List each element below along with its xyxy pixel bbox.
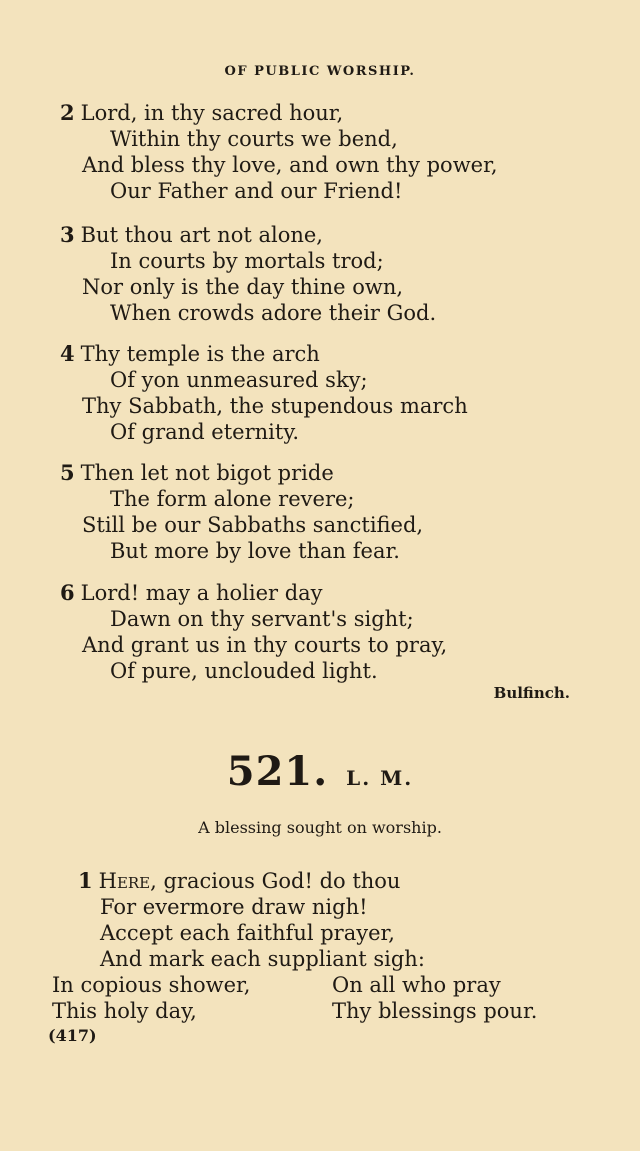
stanza-line: Dawn on thy servant's sight;: [110, 607, 414, 631]
stanza-line: But more by love than fear.: [110, 539, 400, 563]
stanza-line: Within thy courts we bend,: [110, 127, 398, 151]
stanza-line: The form alone revere;: [110, 487, 355, 511]
stanza-4: [60, 341, 600, 445]
left-column-line: In copious shower,: [52, 973, 251, 997]
stanza-line: Of pure, unclouded light.: [110, 659, 378, 683]
stanza-2: [60, 100, 600, 204]
stanza-line: And grant us in thy courts to pray,: [82, 633, 448, 657]
stanza-line: For evermore draw nigh!: [100, 895, 368, 919]
right-column-line: On all who pray: [332, 973, 501, 997]
hymn-subtitle: A blessing sought on worship.: [198, 818, 442, 837]
stanza-line: Accept each faithful prayer,: [100, 921, 395, 945]
stanza-line: But thou art not alone,: [80, 223, 323, 247]
right-column-line: Thy blessings pour.: [332, 999, 538, 1023]
stanza-5: [60, 460, 600, 564]
hymn-number: 521.: [226, 748, 329, 795]
stanza-line: Lord! may a holier day: [80, 581, 323, 605]
stanza-number: 3: [60, 222, 75, 247]
stanza-line: Of yon unmeasured sky;: [110, 368, 368, 392]
left-column-line: This holy day,: [52, 999, 197, 1023]
two-column-lines: [52, 972, 572, 1024]
stanza-line: Our Father and our Friend!: [110, 179, 403, 203]
hymn-heading: [0, 748, 640, 795]
stanza-line: Thy Sabbath, the stupendous march: [82, 394, 468, 418]
stanza-line: Lord, in thy sacred hour,: [80, 101, 344, 125]
stanza-line: And bless thy love, and own thy power,: [82, 153, 498, 177]
stanza-line: And mark each suppliant sigh:: [100, 947, 425, 971]
stanza-line: gracious God! do thou: [156, 869, 401, 893]
stanza-line: When crowds adore their God.: [110, 301, 437, 325]
stanza-number: 2: [60, 100, 75, 125]
stanza-3: [60, 222, 600, 326]
stanza-6: [60, 580, 600, 684]
stanza-number: 6: [60, 580, 75, 605]
stanza-line: Of grand eternity.: [110, 420, 300, 444]
running-header: OF PUBLIC WORSHIP.: [224, 64, 416, 79]
page-number: (417): [48, 1026, 97, 1045]
stanza-number: 5: [60, 460, 75, 485]
stanza-line: Still be our Sabbaths sanctified,: [82, 513, 424, 537]
stanza-line: In courts by mortals trod;: [110, 249, 384, 273]
hymn-521-stanza-1: [78, 868, 618, 972]
stanza-number: 4: [60, 341, 75, 366]
stanza-line: Thy temple is the arch: [80, 342, 320, 366]
hymn-meter: L. M.: [346, 766, 414, 790]
stanza-line: Nor only is the day thine own,: [82, 275, 404, 299]
two-column-row: [52, 998, 572, 1024]
author-attribution: Bulfinch.: [493, 684, 570, 702]
first-word: Here,: [98, 869, 157, 893]
two-column-row: [52, 972, 572, 998]
stanza-line: Then let not bigot pride: [80, 461, 334, 485]
stanza-number: 1: [78, 868, 93, 893]
